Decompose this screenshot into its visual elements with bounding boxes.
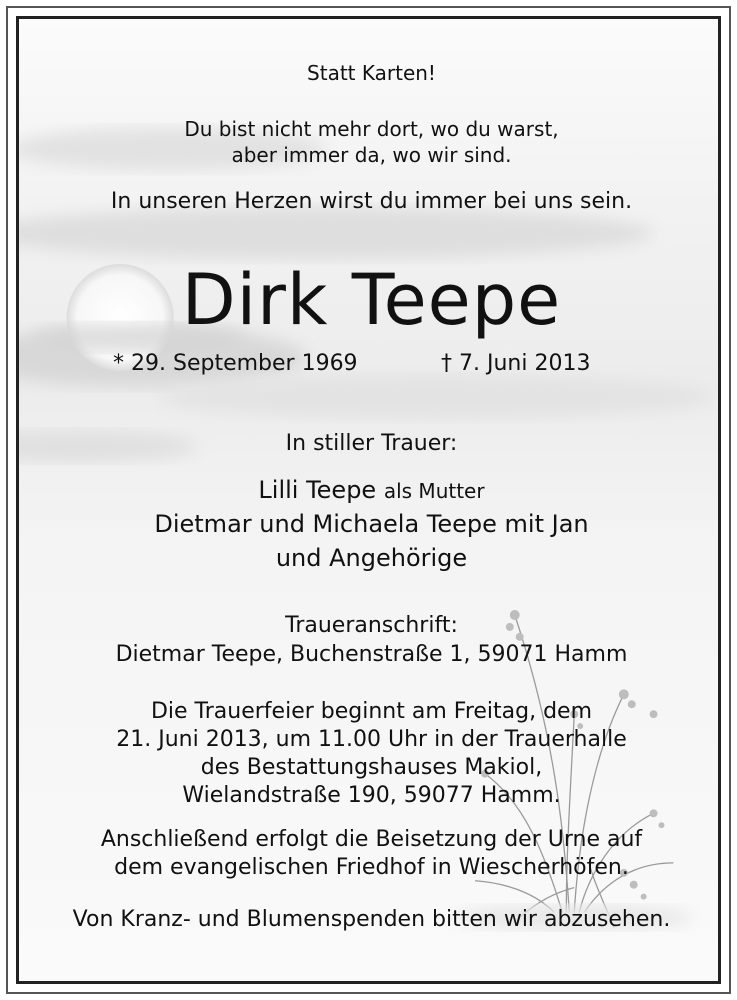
burial-line-2: dem evangelischen Friedhof in Wiescherhöfen. — [114, 855, 629, 880]
mourner-lilli-relation: als Mutter — [383, 479, 485, 503]
heart-line: In unseren Herzen wirst du immer bei uns sein. — [110, 189, 633, 214]
cloud-shape — [19, 208, 654, 260]
address-label: Traueranschrift: — [285, 613, 458, 638]
ceremony-line-3: des Bestattungshauses Makiol, — [200, 755, 543, 780]
birth-date: * 29. September 1969 — [113, 351, 358, 376]
mourner-line-2: Dietmar und Michaela Teepe mit Jan — [154, 510, 589, 538]
cloud-shape — [158, 375, 713, 419]
obituary-card — [16, 16, 721, 984]
ceremony-line-2: 21. Juni 2013, um 11.00 Uhr in der Trauerhalle — [116, 727, 627, 752]
verse-line-1: Du bist nicht mehr dort, wo du warst, — [184, 117, 559, 141]
closing-line: Von Kranz- und Blumenspenden bitten wir abzusehen. — [72, 907, 671, 932]
burial-line-1: Anschließend erfolgt die Beisetzung der Urne auf — [100, 827, 643, 852]
ceremony-line-4: Wielandstraße 190, 59077 Hamm. — [182, 783, 561, 808]
address-value: Dietmar Teepe, Buchenstraße 1, 59071 Hamm — [115, 642, 628, 667]
ceremony-line-1: Die Trauerfeier beginnt am Freitag, dem — [150, 699, 593, 724]
deceased-name: Dirk Teepe — [181, 259, 562, 341]
death-date: † 7. Juni 2013 — [441, 351, 591, 376]
mourner-lilli-name: Lilli Teepe — [258, 476, 377, 504]
verse-line-2: aber immer da, wo wir sind. — [231, 143, 512, 167]
heading-statt-karten: Statt Karten! — [307, 61, 436, 85]
mourner-line-3: und Angehörige — [275, 544, 468, 572]
mourner-line-1 — [19, 476, 721, 504]
mourning-intro: In stiller Trauer: — [285, 431, 458, 456]
